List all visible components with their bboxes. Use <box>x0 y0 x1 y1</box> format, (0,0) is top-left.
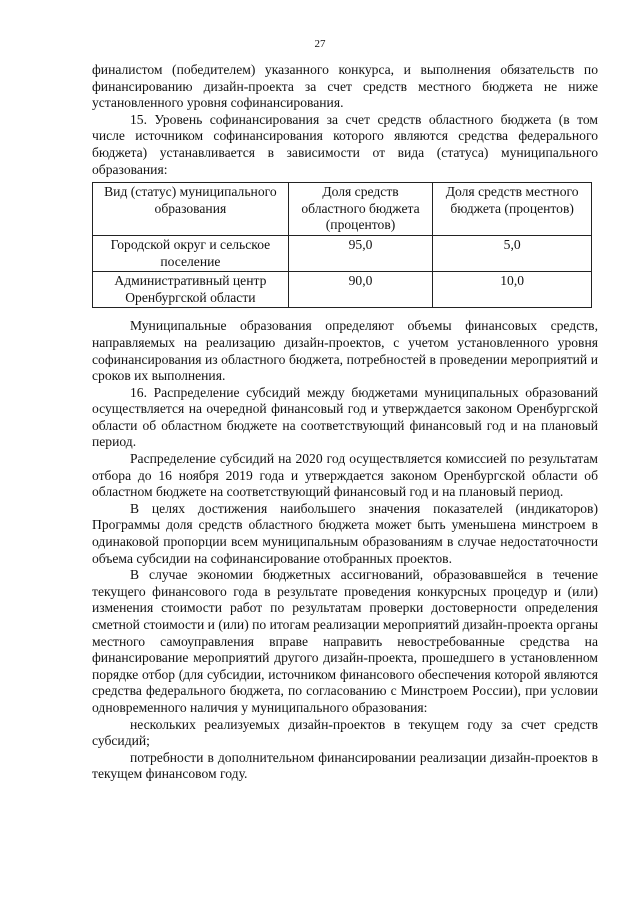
cofinancing-table <box>92 182 592 308</box>
paragraph-15: 15. Уровень софинансирования за счет средств областного бюджета (в том числе источником софинансирования которого являются средства федерального бюджета) устанавливается в зависимости от вида (статуса) муниципального образования: <box>92 111 598 177</box>
table-cell: Административный центр Оренбургской области <box>93 272 289 308</box>
document-body <box>92 62 598 783</box>
table-header-cell: Доля средств местного бюджета (процентов) <box>433 183 592 236</box>
paragraph-distribution-2020: Распределение субсидий на 2020 год осуществляется комиссией по результатам отбора до 16 ноября 2019 года и утверждается законом Оренбургской области об областном бюджете на соответствующий финансовый год и на плановый период. <box>92 451 598 500</box>
paragraph-16: 16. Распределение субсидий между бюджетами муниципальных образований осуществляется на очередной финансовый год и утверждается законом Оренбургской области об областном бюджете на соответствующий финансовый год и на плановый период. <box>92 384 598 450</box>
table-cell: 90,0 <box>288 272 433 308</box>
table-row <box>93 272 592 308</box>
table-cell: 10,0 <box>433 272 592 308</box>
table-cell: 95,0 <box>288 235 433 271</box>
table-header-row <box>93 183 592 236</box>
paragraph-continuation: финалистом (победителем) указанного конкурса, и выполнения обязательств по финансированию дизайн-проекта за счет средств местного бюджета не ниже установленного уровня софинансирования. <box>92 62 598 111</box>
paragraph-municipal-volumes: Муниципальные образования определяют объемы финансовых средств, направляемых на реализацию дизайн-проектов, с учетом установленного уровня софинансирования из областного бюджета, потребностей в проведении мероприятий и сроков их выполнения. <box>92 318 598 384</box>
paragraph-condition-2: потребности в дополнительном финансировании реализации дизайн-проектов в текущем финансовом году. <box>92 749 598 782</box>
table-header-cell: Вид (статус) муниципального образования <box>93 183 289 236</box>
paragraph-savings: В случае экономии бюджетных ассигнований, образовавшейся в течение текущего финансового года в результате проведения конкурсных процедур и (или) изменения стоимости работ по результатам проверки достоверности определения сметной стоимости и (или) по итогам реализации мероприятий дизайн-проекта органы местного самоуправления вправе направить невостребованные средства на финансирование мероприятий другого дизайн-проекта, прошедшего в установленном порядке отбор (для субсидии, источником финансового обеспечения которой являются средства федерального бюджета, по согласованию с Минстроем России), при условии одновременного наличия у муниципального образования: <box>92 567 598 715</box>
paragraph-condition-1: нескольких реализуемых дизайн-проектов в текущем году за счет средств субсидий; <box>92 716 598 749</box>
table-cell: 5,0 <box>433 235 592 271</box>
page-number: 27 <box>314 38 326 50</box>
paragraph-indicators: В целях достижения наибольшего значения показателей (индикаторов) Программы доля средств областного бюджета может быть уменьшена минстроем в одинаковой пропорции всем муниципальным образованиям в случае недостаточности объема субсидии на софинансирование отобранных проектов. <box>92 500 598 566</box>
table-header-cell: Доля средств областного бюджета (процентов) <box>288 183 433 236</box>
table-cell: Городской округ и сельское поселение <box>93 235 289 271</box>
table-row <box>93 235 592 271</box>
